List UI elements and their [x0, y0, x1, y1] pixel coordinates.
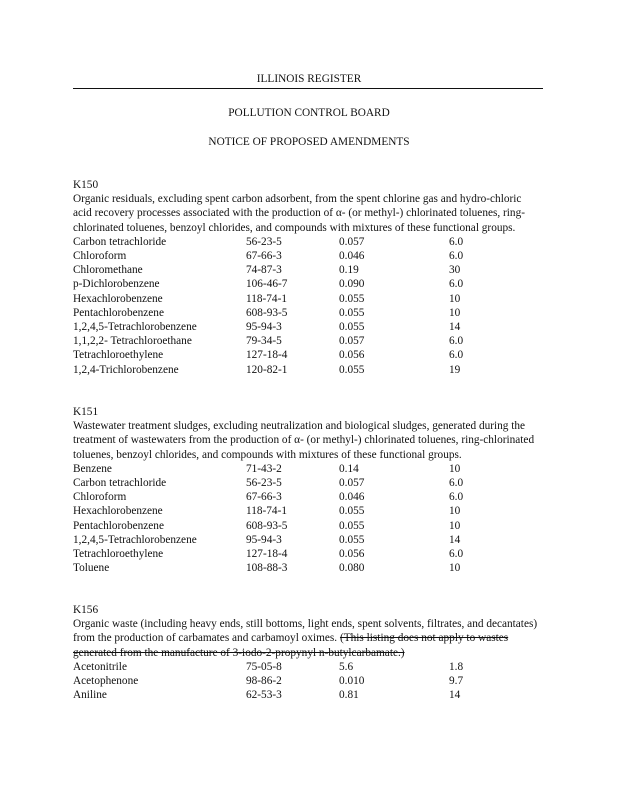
table-row	[73, 334, 543, 348]
table-row	[73, 235, 543, 249]
table-row	[73, 249, 543, 263]
cas-number: 608-93-5	[246, 519, 288, 532]
table-row	[73, 490, 543, 504]
table-row	[73, 462, 543, 476]
register-title: ILLINOIS REGISTER	[256, 73, 362, 85]
constituent-name: Carbon tetrachloride	[73, 477, 167, 489]
wastewater-standard: 0.010	[339, 675, 365, 687]
nonwastewater-standard: 14	[449, 320, 461, 333]
cas-number: 608-93-5	[246, 306, 288, 319]
table-row	[73, 561, 543, 575]
table-row	[73, 306, 543, 320]
wastewater-standard: 0.057	[339, 235, 365, 248]
waste-description	[73, 617, 543, 660]
nonwastewater-standard: 10	[449, 462, 461, 475]
cas-number: 95-94-3	[246, 533, 282, 546]
table-row	[73, 504, 543, 518]
nonwastewater-standard: 6.0	[449, 335, 464, 348]
wastewater-standard: 0.19	[339, 264, 359, 277]
nonwastewater-standard: 6.0	[449, 491, 464, 504]
wastewater-standard: 0.080	[339, 562, 365, 575]
nonwastewater-standard: 6.0	[449, 235, 464, 248]
table-row	[73, 674, 543, 688]
wastewater-standard: 0.055	[339, 519, 365, 532]
wastewater-standard: 0.057	[339, 335, 365, 348]
nonwastewater-standard: 10	[449, 306, 461, 319]
wastewater-standard: 0.055	[339, 505, 365, 518]
nonwastewater-standard: 1.8	[449, 660, 464, 673]
nonwastewater-standard: 6.0	[449, 250, 464, 262]
constituent-name: Tetrachloroethylene	[73, 349, 164, 362]
cas-number: 127-18-4	[246, 349, 288, 362]
struck-text: (This listing does not apply to wastes generated from the manufacture of 3-iodo-2-propynyl n-butylcarbamate.)	[73, 632, 509, 659]
wastewater-standard: 0.055	[339, 320, 365, 333]
nonwastewater-standard: 14	[449, 533, 461, 546]
cas-number: 67-66-3	[246, 250, 282, 262]
cas-number: 118-74-1	[246, 292, 287, 305]
nonwastewater-standard: 6.0	[449, 477, 464, 489]
wastewater-standard: 0.055	[339, 292, 365, 305]
board-title: POLLUTION CONTROL BOARD	[228, 107, 390, 119]
nonwastewater-standard: 10	[449, 292, 461, 305]
cas-number: 79-34-5	[246, 335, 282, 348]
wastewater-standard: 0.090	[339, 278, 365, 291]
constituent-name: Chloroform	[73, 491, 127, 504]
nonwastewater-standard: 6.0	[449, 547, 464, 560]
constituent-table	[73, 660, 543, 703]
constituent-name: Acetonitrile	[73, 660, 127, 673]
table-row	[73, 292, 543, 306]
cas-number: 71-43-2	[246, 462, 282, 475]
wastewater-standard: 0.81	[339, 689, 359, 702]
table-row	[73, 348, 543, 362]
table-row	[73, 660, 543, 674]
table-row	[73, 688, 543, 702]
constituent-name: 1,2,4,5-Tetrachlorobenzene	[73, 533, 197, 546]
table-row	[73, 533, 543, 547]
waste-code: K156	[73, 604, 99, 616]
cas-number: 74-87-3	[246, 264, 282, 277]
table-row	[73, 547, 543, 561]
nonwastewater-standard: 19	[449, 363, 461, 376]
constituent-name: Toluene	[73, 562, 110, 575]
wastewater-standard: 0.14	[339, 462, 359, 475]
constituent-name: Benzene	[73, 462, 112, 475]
constituent-name: 1,2,4,5-Tetrachlorobenzene	[73, 320, 197, 333]
nonwastewater-standard: 6.0	[449, 349, 464, 362]
cas-number: 62-53-3	[246, 689, 282, 702]
table-row	[73, 277, 543, 291]
cas-number: 106-46-7	[246, 278, 288, 291]
constituent-name: Chloroform	[73, 250, 127, 262]
waste-description: Organic residuals, excluding spent carbon adsorbent, from the spent chlorine gas and hydro-chloric acid recovery processes associated with the production of α- (or methyl-) chlorinated toluenes, ring-chlorinated toluenes, benzoyl chlorides, and compounds with mixtures of these functional groups.	[73, 193, 525, 234]
constituent-name: Carbon tetrachloride	[73, 235, 167, 248]
nonwastewater-standard: 10	[449, 519, 461, 532]
table-row	[73, 476, 543, 490]
table-row	[73, 320, 543, 334]
constituent-table	[73, 462, 543, 576]
wastewater-standard: 0.056	[339, 349, 365, 362]
cas-number: 75-05-8	[246, 660, 282, 673]
nonwastewater-standard: 6.0	[449, 278, 464, 291]
wastewater-standard: 5.6	[339, 660, 354, 673]
cas-number: 118-74-1	[246, 505, 287, 518]
constituent-name: Pentachlorobenzene	[73, 306, 164, 319]
constituent-name: Tetrachloroethylene	[73, 547, 164, 560]
constituent-name: Hexachlorobenzene	[73, 505, 163, 518]
cas-number: 120-82-1	[246, 363, 288, 376]
waste-code: K151	[73, 406, 99, 418]
wastewater-standard: 0.055	[339, 363, 365, 376]
description-text: Organic waste (including heavy ends, still bottoms, light ends, spent solvents, filtrates, and decantates) from the production of carbamates and carbamoyl oximes.	[73, 618, 538, 645]
wastewater-standard: 0.056	[339, 547, 365, 560]
constituent-name: 1,2,4-Trichlorobenzene	[73, 363, 179, 376]
constituent-name: Chloromethane	[73, 264, 143, 277]
constituent-name: Acetophenone	[73, 675, 139, 687]
table-row	[73, 519, 543, 533]
cas-number: 95-94-3	[246, 320, 282, 333]
section-k156	[73, 603, 543, 702]
nonwastewater-standard: 30	[449, 264, 461, 277]
cas-number: 98-86-2	[246, 675, 282, 687]
notice-title: NOTICE OF PROPOSED AMENDMENTS	[208, 136, 410, 148]
wastewater-standard: 0.046	[339, 250, 365, 262]
section-k150	[73, 178, 543, 377]
nonwastewater-standard: 9.7	[449, 675, 464, 687]
nonwastewater-standard: 14	[449, 689, 461, 702]
section-k151	[73, 405, 543, 575]
constituent-name: p-Dichlorobenzene	[73, 278, 160, 291]
wastewater-standard: 0.046	[339, 491, 365, 504]
cas-number: 127-18-4	[246, 547, 288, 560]
header-rule	[73, 88, 543, 89]
waste-description: Wastewater treatment sludges, excluding neutralization and biological sludges, generated during the treatment of wastewaters from the production of α- (or methyl-) chlorinated toluenes, ring-chlorinated toluenes, benzoyl chlorides, and compounds with mixtures of these functional groups.	[73, 420, 535, 461]
wastewater-standard: 0.055	[339, 533, 365, 546]
nonwastewater-standard: 10	[449, 505, 461, 518]
waste-code: K150	[73, 179, 99, 191]
constituent-table	[73, 235, 543, 377]
table-row	[73, 263, 543, 277]
constituent-name: Hexachlorobenzene	[73, 292, 163, 305]
cas-number: 67-66-3	[246, 491, 282, 504]
constituent-name: 1,1,2,2- Tetrachloroethane	[73, 335, 192, 348]
constituent-name: Aniline	[73, 689, 107, 702]
table-row	[73, 363, 543, 377]
constituent-name: Pentachlorobenzene	[73, 519, 164, 532]
cas-number: 56-23-5	[246, 235, 282, 248]
wastewater-standard: 0.057	[339, 477, 365, 489]
wastewater-standard: 0.055	[339, 306, 365, 319]
cas-number: 108-88-3	[246, 562, 288, 575]
nonwastewater-standard: 10	[449, 562, 461, 575]
cas-number: 56-23-5	[246, 477, 282, 489]
